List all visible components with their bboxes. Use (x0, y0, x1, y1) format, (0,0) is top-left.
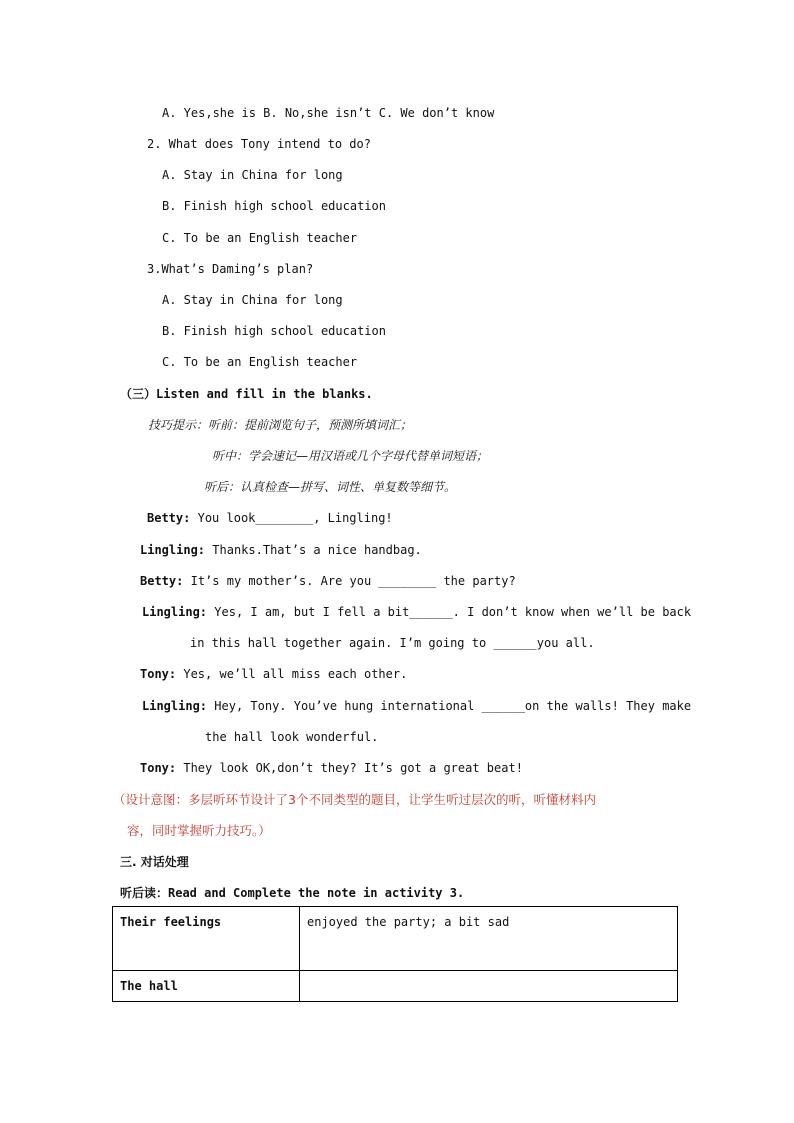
tip-while-listening: 听中：学会速记—用汉语或几个字母代替单词短语； (212, 449, 489, 463)
dialogue-line-6 (142, 698, 691, 714)
q2-option-c: C. To be an English teacher (162, 231, 358, 245)
row-label-feelings: Their feelings (113, 907, 300, 971)
design-note-line-2: 容，同时掌握听力技巧。） (127, 823, 271, 838)
dialogue-line-5 (140, 666, 407, 682)
utterance: It’s my mother’s. Are you ________ the party? (190, 574, 516, 588)
section-3-heading: （三）Listen and fill in the blanks. (120, 387, 373, 401)
design-note-line-1: （设计意图：多层听环节设计了3个不同类型的题目，让学生听过层次的听，听懂材料内 (113, 792, 596, 807)
dialogue-line-4 (142, 604, 691, 620)
utterance: They look OK,don’t they? It’s got a great beat! (183, 761, 523, 775)
speaker: Betty: (147, 511, 191, 525)
table-row (113, 907, 678, 971)
dialogue-line-4-continued: in this hall together again. I’m going to ______you all. (190, 636, 595, 650)
q3-option-a: A. Stay in China for long (162, 293, 343, 307)
q2-option-a: A. Stay in China for long (162, 168, 343, 182)
speaker: Lingling: (142, 605, 208, 619)
dialogue-line-3 (140, 573, 516, 589)
utterance: Hey, Tony. You’ve hung international ______on the walls! They make (214, 699, 692, 713)
tip-after-listening: 听后：认真检查—拼写、词性、单复数等细节。 (204, 480, 457, 494)
post-listening-task: 听后读：Read and Complete the note in activity 3. (120, 886, 465, 900)
speaker: Tony: (140, 667, 177, 681)
speaker: Lingling: (142, 699, 208, 713)
dialogue-line-6-continued: the hall look wonderful. (205, 730, 379, 744)
table-row (113, 971, 678, 1002)
row-label-hall: The hall (113, 971, 300, 1002)
utterance: You look________, Lingling! (197, 511, 393, 525)
speaker: Lingling: (140, 543, 206, 557)
speaker: Tony: (140, 761, 177, 775)
q2-option-b: B. Finish high school education (162, 199, 386, 213)
dialogue-line-1 (147, 510, 393, 526)
question-2: 2. What does Tony intend to do? (147, 137, 371, 151)
row-value-feelings: enjoyed the party; a bit sad (300, 907, 678, 971)
q3-option-c: C. To be an English teacher (162, 355, 358, 369)
utterance: Thanks.That’s a nice handbag. (212, 543, 422, 557)
q1-options: A. Yes,she is B. No,she isn’t C. We don’t know (162, 106, 495, 120)
utterance: Yes, I am, but I fell a bit______. I don’t know when we’ll be back (214, 605, 692, 619)
speaker: Betty: (140, 574, 184, 588)
row-value-hall (300, 971, 678, 1002)
tip-before-listening: 技巧提示：听前：提前浏览句子，预测所填词汇； (148, 418, 413, 432)
dialogue-line-7 (140, 760, 523, 776)
part-3-heading: 三. 对话处理 (120, 855, 189, 869)
dialogue-line-2 (140, 542, 422, 558)
note-table (112, 906, 678, 1002)
question-3: 3.What’s Daming’s plan? (147, 262, 314, 276)
utterance: Yes, we’ll all miss each other. (183, 667, 408, 681)
q3-option-b: B. Finish high school education (162, 324, 386, 338)
